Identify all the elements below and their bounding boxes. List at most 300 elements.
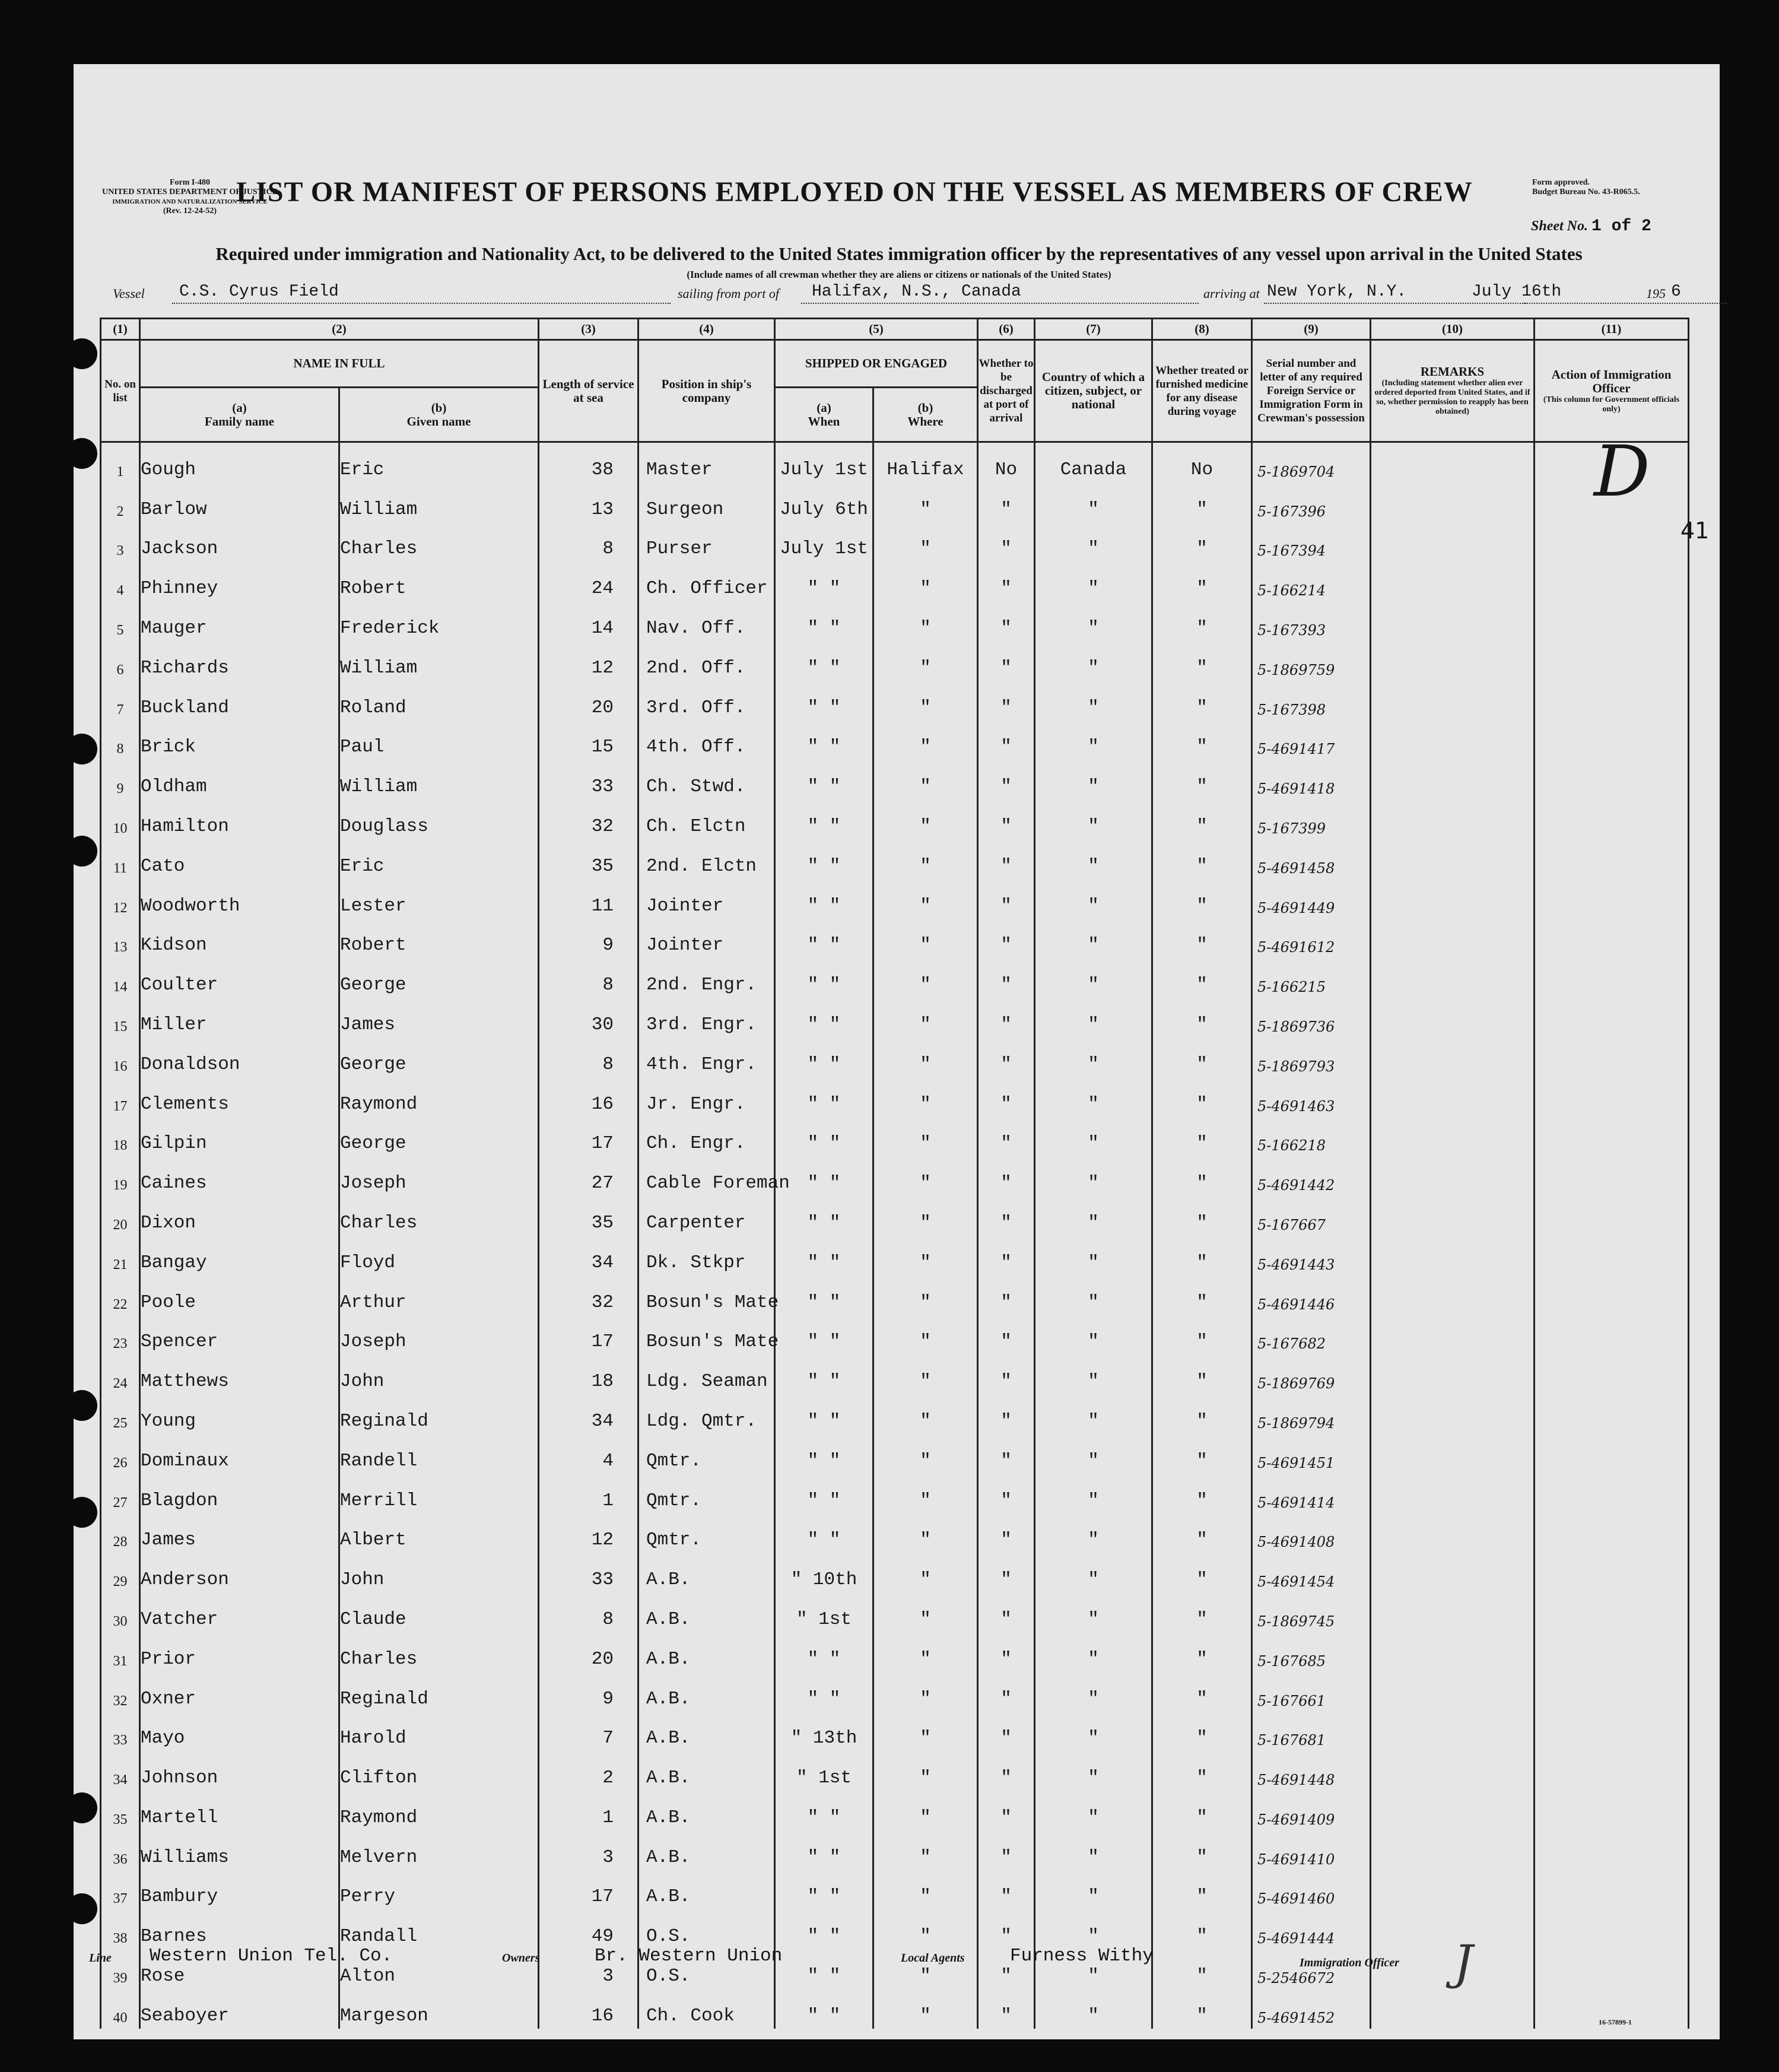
remarks-cell (1371, 681, 1535, 721)
discharged: " (978, 1949, 1035, 1989)
when-shipped: " " (775, 1315, 873, 1355)
discharged: " (978, 1077, 1035, 1117)
country: " (1035, 1909, 1152, 1949)
table-row (101, 998, 1689, 1037)
discharged: " (978, 1196, 1035, 1236)
discharged: " (978, 919, 1035, 959)
remarks-cell (1371, 1196, 1535, 1236)
medicine: " (1152, 1949, 1252, 1989)
agents-label: Local Agents (901, 1952, 965, 1965)
crew-number: 32 (101, 1672, 140, 1712)
position: A.B. (638, 1870, 775, 1910)
service-length: 32 (539, 1275, 638, 1315)
position: A.B. (638, 1791, 775, 1830)
discharged: " (978, 1791, 1035, 1830)
position: O.S. (638, 1949, 775, 1989)
given-name: William (339, 760, 539, 799)
where-letter: (b) (917, 400, 933, 415)
country: " (1035, 1672, 1152, 1712)
family-name: Kidson (140, 919, 339, 959)
service-length: 16 (539, 1989, 638, 2029)
remarks-cell (1371, 839, 1535, 879)
table-row (101, 1870, 1689, 1910)
table-row (101, 1117, 1689, 1157)
action-cell (1535, 1830, 1689, 1870)
crew-number: 16 (101, 1037, 140, 1077)
family-name: Oldham (140, 760, 339, 799)
when-shipped: " " (775, 561, 873, 601)
when-shipped: " " (775, 641, 873, 681)
remarks-cell (1371, 1632, 1535, 1672)
serial-number: 5-4691452 (1252, 1989, 1371, 2029)
punch-hole (66, 836, 97, 867)
where-shipped: " (873, 641, 978, 681)
remarks-cell (1371, 1236, 1535, 1275)
where-shipped: " (873, 1394, 978, 1434)
medicine: " (1152, 1751, 1252, 1791)
service-length: 17 (539, 1117, 638, 1157)
where-shipped: " (873, 1592, 978, 1632)
country: " (1035, 1870, 1152, 1910)
service-length: 8 (539, 522, 638, 562)
when-shipped: " " (775, 998, 873, 1037)
medicine: " (1152, 483, 1252, 522)
col-number-4: (4) (638, 319, 775, 340)
given-name: Robert (339, 561, 539, 601)
when-shipped: " " (775, 1672, 873, 1712)
table-row (101, 641, 1689, 681)
where-shipped: Halifax (873, 442, 978, 483)
service-length: 1 (539, 1791, 638, 1830)
given-name: Floyd (339, 1236, 539, 1275)
remarks-cell (1371, 1791, 1535, 1830)
table-row (101, 721, 1689, 760)
punch-hole (66, 438, 97, 469)
discharged: " (978, 1315, 1035, 1355)
discharged: " (978, 1870, 1035, 1910)
service-length: 17 (539, 1315, 638, 1355)
punch-hole (66, 1792, 97, 1823)
service-length: 35 (539, 1196, 638, 1236)
serial-number: 5-166218 (1252, 1117, 1371, 1157)
remarks-title: REMARKS (1420, 364, 1485, 379)
department: UNITED STATES DEPARTMENT OF JUSTICE (102, 188, 278, 196)
position: Ch. Engr. (638, 1117, 775, 1157)
serial-number: 5-4691612 (1252, 919, 1371, 959)
punch-hole (66, 1497, 97, 1528)
table-row (101, 1830, 1689, 1870)
family-name: Richards (140, 641, 339, 681)
medicine: " (1152, 1592, 1252, 1632)
family-name: Young (140, 1394, 339, 1434)
discharged: " (978, 522, 1035, 562)
remarks-cell (1371, 998, 1535, 1037)
crew-number: 2 (101, 483, 140, 522)
table-row (101, 1156, 1689, 1196)
table-row (101, 1315, 1689, 1355)
approval-line: Form approved. (1532, 178, 1590, 187)
given-label: Given name (406, 414, 471, 429)
when-shipped: " " (775, 879, 873, 919)
col-header-position: Position in ship's company (638, 340, 775, 442)
medicine: " (1152, 1870, 1252, 1910)
serial-number: 5-4691409 (1252, 1791, 1371, 1830)
print-code: 16-57899-1 (1599, 2018, 1632, 2026)
table-row (101, 1672, 1689, 1712)
when-shipped: " " (775, 1156, 873, 1196)
given-name: William (339, 641, 539, 681)
discharged: " (978, 1236, 1035, 1275)
position: Surgeon (638, 483, 775, 522)
col-header-where (873, 388, 978, 442)
crew-number: 30 (101, 1592, 140, 1632)
crew-number: 35 (101, 1791, 140, 1830)
remarks-cell (1371, 919, 1535, 959)
crew-number: 19 (101, 1156, 140, 1196)
position: A.B. (638, 1553, 775, 1592)
officer-signature: J (1454, 1935, 1473, 1990)
country: " (1035, 1434, 1152, 1474)
serial-number: 5-167396 (1252, 483, 1371, 522)
position: 3rd. Off. (638, 681, 775, 721)
remarks-cell (1371, 1672, 1535, 1712)
discharged: " (978, 1712, 1035, 1751)
where-shipped: " (873, 1712, 978, 1751)
serial-number: 5-4691443 (1252, 1236, 1371, 1275)
family-name: Prior (140, 1632, 339, 1672)
where-shipped: " (873, 1434, 978, 1474)
discharged: " (978, 1830, 1035, 1870)
family-name: Seaboyer (140, 1989, 339, 2029)
service-length: 2 (539, 1751, 638, 1791)
family-name: Vatcher (140, 1592, 339, 1632)
when-shipped: " " (775, 1077, 873, 1117)
given-name: Joseph (339, 1156, 539, 1196)
when-shipped: " " (775, 1117, 873, 1157)
when-shipped: " 10th (775, 1553, 873, 1592)
position: Ch. Elctn (638, 799, 775, 839)
family-name: Mauger (140, 601, 339, 641)
country: " (1035, 1315, 1152, 1355)
crew-number: 12 (101, 879, 140, 919)
country: Canada (1035, 442, 1152, 483)
discharged: " (978, 483, 1035, 522)
serial-number: 5-4691444 (1252, 1909, 1371, 1949)
position: Qmtr. (638, 1513, 775, 1553)
crew-number: 14 (101, 958, 140, 998)
position: 4th. Off. (638, 721, 775, 760)
remarks-cell (1371, 1830, 1535, 1870)
medicine: " (1152, 1791, 1252, 1830)
position: Ldg. Seaman (638, 1354, 775, 1394)
medicine: " (1152, 1117, 1252, 1157)
medicine: " (1152, 1394, 1252, 1434)
discharged: " (978, 721, 1035, 760)
serial-number: 5-4691418 (1252, 760, 1371, 799)
remarks-cell (1371, 1474, 1535, 1513)
crew-number: 3 (101, 522, 140, 562)
where-shipped: " (873, 1751, 978, 1791)
table-row (101, 1394, 1689, 1434)
given-name: Robert (339, 919, 539, 959)
crew-number: 31 (101, 1632, 140, 1672)
country: " (1035, 1394, 1152, 1434)
position: Carpenter (638, 1196, 775, 1236)
serial-number: 5-4691417 (1252, 721, 1371, 760)
table-row (101, 1474, 1689, 1513)
discharged: " (978, 1592, 1035, 1632)
medicine: " (1152, 641, 1252, 681)
discharged: " (978, 1909, 1035, 1949)
action-cell (1535, 1156, 1689, 1196)
where-shipped: " (873, 1909, 978, 1949)
discharged: " (978, 641, 1035, 681)
service-length: 3 (539, 1949, 638, 1989)
country: " (1035, 998, 1152, 1037)
medicine: " (1152, 1474, 1252, 1513)
action-cell (1535, 601, 1689, 641)
action-cell (1535, 958, 1689, 998)
remarks-cell (1371, 1394, 1535, 1434)
table-row (101, 483, 1689, 522)
col-number-7: (7) (1035, 319, 1152, 340)
position: A.B. (638, 1632, 775, 1672)
when-shipped: " " (775, 1354, 873, 1394)
serial-number: 5-1869759 (1252, 641, 1371, 681)
serial-number: 5-167682 (1252, 1315, 1371, 1355)
serial-number: 5-4691446 (1252, 1275, 1371, 1315)
service: IMMIGRATION AND NATURALIZATION SERVICE (112, 198, 268, 205)
when-shipped: " " (775, 919, 873, 959)
serial-number: 5-1869794 (1252, 1394, 1371, 1434)
table-row (101, 1791, 1689, 1830)
action-cell (1535, 522, 1689, 562)
given-name: Charles (339, 522, 539, 562)
medicine: " (1152, 1077, 1252, 1117)
where-shipped: " (873, 721, 978, 760)
table-row (101, 1037, 1689, 1077)
where-shipped: " (873, 998, 978, 1037)
given-name: Claude (339, 1592, 539, 1632)
country: " (1035, 760, 1152, 799)
family-name: Poole (140, 1275, 339, 1315)
position: Master (638, 442, 775, 483)
service-length: 13 (539, 483, 638, 522)
table-row (101, 1513, 1689, 1553)
action-cell (1535, 1751, 1689, 1791)
given-name: Charles (339, 1632, 539, 1672)
where-shipped: " (873, 1077, 978, 1117)
medicine: " (1152, 799, 1252, 839)
position: A.B. (638, 1712, 775, 1751)
when-shipped: " " (775, 1474, 873, 1513)
arriving-port: New York, N.Y. (1267, 283, 1407, 301)
officer-label: Immigration Officer (1300, 1956, 1399, 1969)
table-row (101, 879, 1689, 919)
where-shipped: " (873, 522, 978, 562)
remarks-cell (1371, 1553, 1535, 1592)
serial-number: 5-4691451 (1252, 1434, 1371, 1474)
crew-number: 29 (101, 1553, 140, 1592)
discharged: " (978, 1354, 1035, 1394)
service-length: 33 (539, 760, 638, 799)
where-shipped: " (873, 760, 978, 799)
medicine: " (1152, 998, 1252, 1037)
service-length: 7 (539, 1712, 638, 1751)
action-cell (1535, 1474, 1689, 1513)
action-cell (1535, 1909, 1689, 1949)
table-row (101, 1077, 1689, 1117)
family-name: Bambury (140, 1870, 339, 1910)
family-name: Anderson (140, 1553, 339, 1592)
service-length: 32 (539, 799, 638, 839)
col-header-name: NAME IN FULL (140, 340, 539, 388)
position: Ch. Officer (638, 561, 775, 601)
arrival-date: July 16th (1472, 283, 1562, 301)
revision: (Rev. 12-24-52) (163, 207, 217, 215)
line-label: Line (89, 1952, 112, 1965)
when-shipped: July 1st (775, 442, 873, 483)
where-shipped: " (873, 879, 978, 919)
position: Ch. Stwd. (638, 760, 775, 799)
family-name: Dixon (140, 1196, 339, 1236)
remarks-cell (1371, 1870, 1535, 1910)
action-title: Action of Immigration Officer (1551, 367, 1672, 395)
action-cell (1535, 799, 1689, 839)
remarks-cell (1371, 483, 1535, 522)
position: 2nd. Off. (638, 641, 775, 681)
form-approval (1532, 178, 1640, 197)
where-shipped: " (873, 483, 978, 522)
action-cell (1535, 998, 1689, 1037)
crew-number: 5 (101, 601, 140, 641)
family-name: Coulter (140, 958, 339, 998)
discharged: " (978, 1275, 1035, 1315)
given-name: George (339, 1117, 539, 1157)
crew-number: 20 (101, 1196, 140, 1236)
position: 2nd. Engr. (638, 958, 775, 998)
table-row (101, 1909, 1689, 1949)
medicine: " (1152, 1513, 1252, 1553)
action-cell (1535, 1672, 1689, 1712)
service-length: 38 (539, 442, 638, 483)
col-number-6: (6) (978, 319, 1035, 340)
remarks-cell (1371, 601, 1535, 641)
vessel-label: Vessel (113, 286, 145, 301)
family-name: Rose (140, 1949, 339, 1989)
remarks-cell (1371, 442, 1535, 483)
discharged: " (978, 998, 1035, 1037)
discharged: " (978, 1553, 1035, 1592)
remarks-cell (1371, 799, 1535, 839)
discharged: " (978, 1434, 1035, 1474)
action-cell (1535, 1315, 1689, 1355)
action-cell (1535, 1632, 1689, 1672)
when-shipped: " " (775, 839, 873, 879)
margin-number: 41 (1680, 518, 1710, 544)
given-name: Joseph (339, 1315, 539, 1355)
arriving-label: arriving at (1203, 286, 1260, 301)
table-row (101, 799, 1689, 839)
discharged: " (978, 561, 1035, 601)
country: " (1035, 721, 1152, 760)
position: A.B. (638, 1672, 775, 1712)
serial-number: 5-4691448 (1252, 1751, 1371, 1791)
crew-number: 21 (101, 1236, 140, 1275)
discharged: " (978, 1156, 1035, 1196)
service-length: 35 (539, 839, 638, 879)
when-shipped: " " (775, 1909, 873, 1949)
col-header-medicine: Whether treated or furnished medicine for any disease during voyage (1152, 340, 1252, 442)
crew-number: 38 (101, 1909, 140, 1949)
given-name: William (339, 483, 539, 522)
where-shipped: " (873, 1354, 978, 1394)
vessel-line (113, 285, 1685, 309)
country: " (1035, 799, 1152, 839)
medicine: " (1152, 522, 1252, 562)
crew-number: 13 (101, 919, 140, 959)
where-shipped: " (873, 958, 978, 998)
position: Dk. Stkpr (638, 1236, 775, 1275)
col-header-given (339, 388, 539, 442)
table-row (101, 1632, 1689, 1672)
discharged: " (978, 1513, 1035, 1553)
where-label: Where (907, 414, 943, 429)
service-length: 15 (539, 721, 638, 760)
when-shipped: July 6th (775, 483, 873, 522)
table-row (101, 1236, 1689, 1275)
country: " (1035, 522, 1152, 562)
crew-number: 22 (101, 1275, 140, 1315)
crew-number: 25 (101, 1394, 140, 1434)
action-cell (1535, 1354, 1689, 1394)
col-header-serial: Serial number and letter of any required Foreign Service or Immigration Form in Crewman's possession (1252, 340, 1371, 442)
where-shipped: " (873, 1474, 978, 1513)
given-name: Randell (339, 1434, 539, 1474)
col-number-8: (8) (1152, 319, 1252, 340)
service-length: 16 (539, 1077, 638, 1117)
given-name: Eric (339, 839, 539, 879)
action-cell (1535, 641, 1689, 681)
medicine: " (1152, 1236, 1252, 1275)
serial-number: 5-4691460 (1252, 1870, 1371, 1910)
remarks-cell (1371, 641, 1535, 681)
country: " (1035, 1553, 1152, 1592)
discharged: " (978, 1632, 1035, 1672)
position: Qmtr. (638, 1474, 775, 1513)
country: " (1035, 879, 1152, 919)
when-shipped: July 1st (775, 522, 873, 562)
position: Bosun's Mate (638, 1275, 775, 1315)
family-name: Woodworth (140, 879, 339, 919)
medicine: " (1152, 839, 1252, 879)
service-length: 34 (539, 1394, 638, 1434)
when-shipped: " " (775, 721, 873, 760)
position: Ldg. Qmtr. (638, 1394, 775, 1434)
crew-number: 39 (101, 1949, 140, 1989)
position: A.B. (638, 1592, 775, 1632)
position: Ch. Cook (638, 1989, 775, 2029)
given-name: Margeson (339, 1989, 539, 2029)
remarks-cell (1371, 1354, 1535, 1394)
crew-number: 11 (101, 839, 140, 879)
family-name: Clements (140, 1077, 339, 1117)
country: " (1035, 1117, 1152, 1157)
when-shipped: " " (775, 1513, 873, 1553)
discharged: " (978, 1989, 1035, 2029)
given-name: Melvern (339, 1830, 539, 1870)
family-name: Gilpin (140, 1117, 339, 1157)
